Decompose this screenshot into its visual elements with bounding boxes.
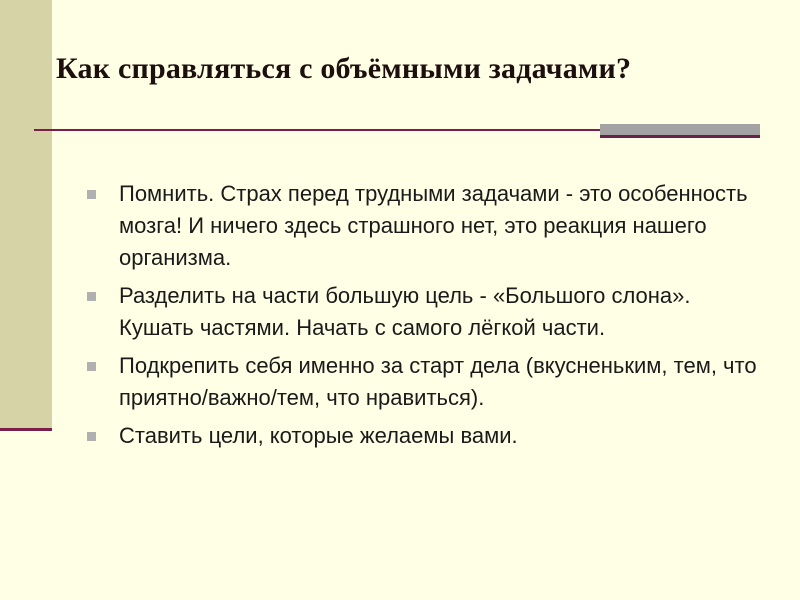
bullet-item: [86, 420, 766, 452]
title-underline: [34, 129, 600, 131]
bullet-text: Разделить на части большую цель - «Большого слона». Кушать частями. Начать с самого лёгкой части.: [119, 283, 691, 340]
bullet-item: [86, 178, 766, 274]
bullet-list: [86, 178, 766, 458]
bullet-text: Ставить цели, которые желаемы вами.: [119, 423, 518, 448]
square-bullet-icon: [87, 362, 96, 371]
bullet-text: Помнить. Страх перед трудными задачами - это особенность мозга! И ничего здесь страшного нет, это реакция нашего организма.: [119, 181, 748, 270]
title-underline-block: [600, 124, 760, 138]
slide-title: Как справляться с объёмными задачами?: [56, 52, 632, 85]
bullet-item: [86, 280, 766, 344]
left-band-accent-line: [0, 428, 52, 431]
square-bullet-icon: [87, 292, 96, 301]
left-decorative-band: [0, 0, 52, 428]
bullet-text: Подкрепить себя именно за старт дела (вкусненьким, тем, что приятно/важно/тем, что нравиться).: [119, 353, 757, 410]
square-bullet-icon: [87, 432, 96, 441]
square-bullet-icon: [87, 190, 96, 199]
bullet-item: [86, 350, 766, 414]
